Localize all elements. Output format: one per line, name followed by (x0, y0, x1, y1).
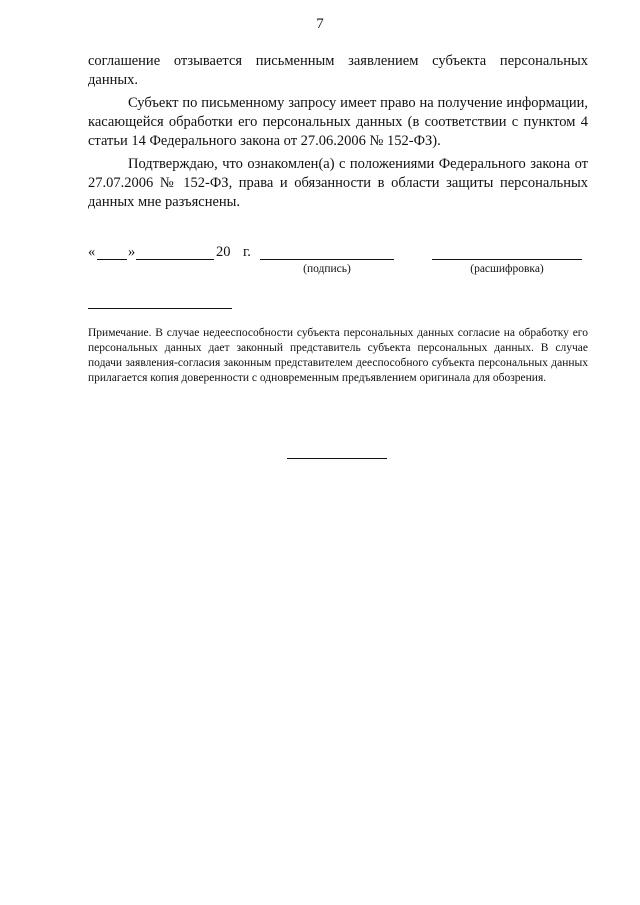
document-body (88, 52, 588, 216)
paragraph-right-to-info: Субъект по письменному запросу имеет право на получение информации, касающейся обработки его персональных данных (в соответствии с пунктом 4 статьи 14 Федерального закона от 27.06.2006 № 152-ФЗ). (88, 95, 588, 149)
paragraph-confirmation: Подтверждаю, что ознакомлен(а) с положениями Федерального закона от 27.07.2006 № 152-ФЗ, права и обязанности в области защиты персональных данных мне разъяснены. (88, 156, 588, 210)
signature-caption: (подпись) (303, 263, 351, 275)
date-quote-open: « (88, 244, 96, 260)
date-year-prefix: 20 (216, 244, 231, 260)
date-year-suffix: г. (243, 244, 251, 260)
signature-blank (260, 244, 394, 260)
end-of-document-rule (287, 458, 387, 459)
date-quote-close: » (128, 244, 136, 260)
decoding-caption: (расшифровка) (470, 263, 544, 275)
signature-row (88, 244, 588, 284)
date-month-blank (136, 244, 214, 260)
decoding-blank (432, 244, 582, 260)
footnote-note: Примечание. В случае недееспособности субъекта персональных данных согласие на обработку его персональных данных дает законный представитель субъекта персональных данных. В случае подачи заявления-согласия законным представителем дееспособного субъекта персональных данных прилагается копия доверенности с одновременным предъявлением оригинала для обозрения. (88, 327, 588, 384)
date-day-blank (97, 244, 127, 260)
footnote-separator (88, 308, 232, 309)
page-number: 7 (316, 16, 324, 32)
paragraph-continuation: соглашение отзывается письменным заявлением субъекта персональных данных. (88, 53, 588, 88)
